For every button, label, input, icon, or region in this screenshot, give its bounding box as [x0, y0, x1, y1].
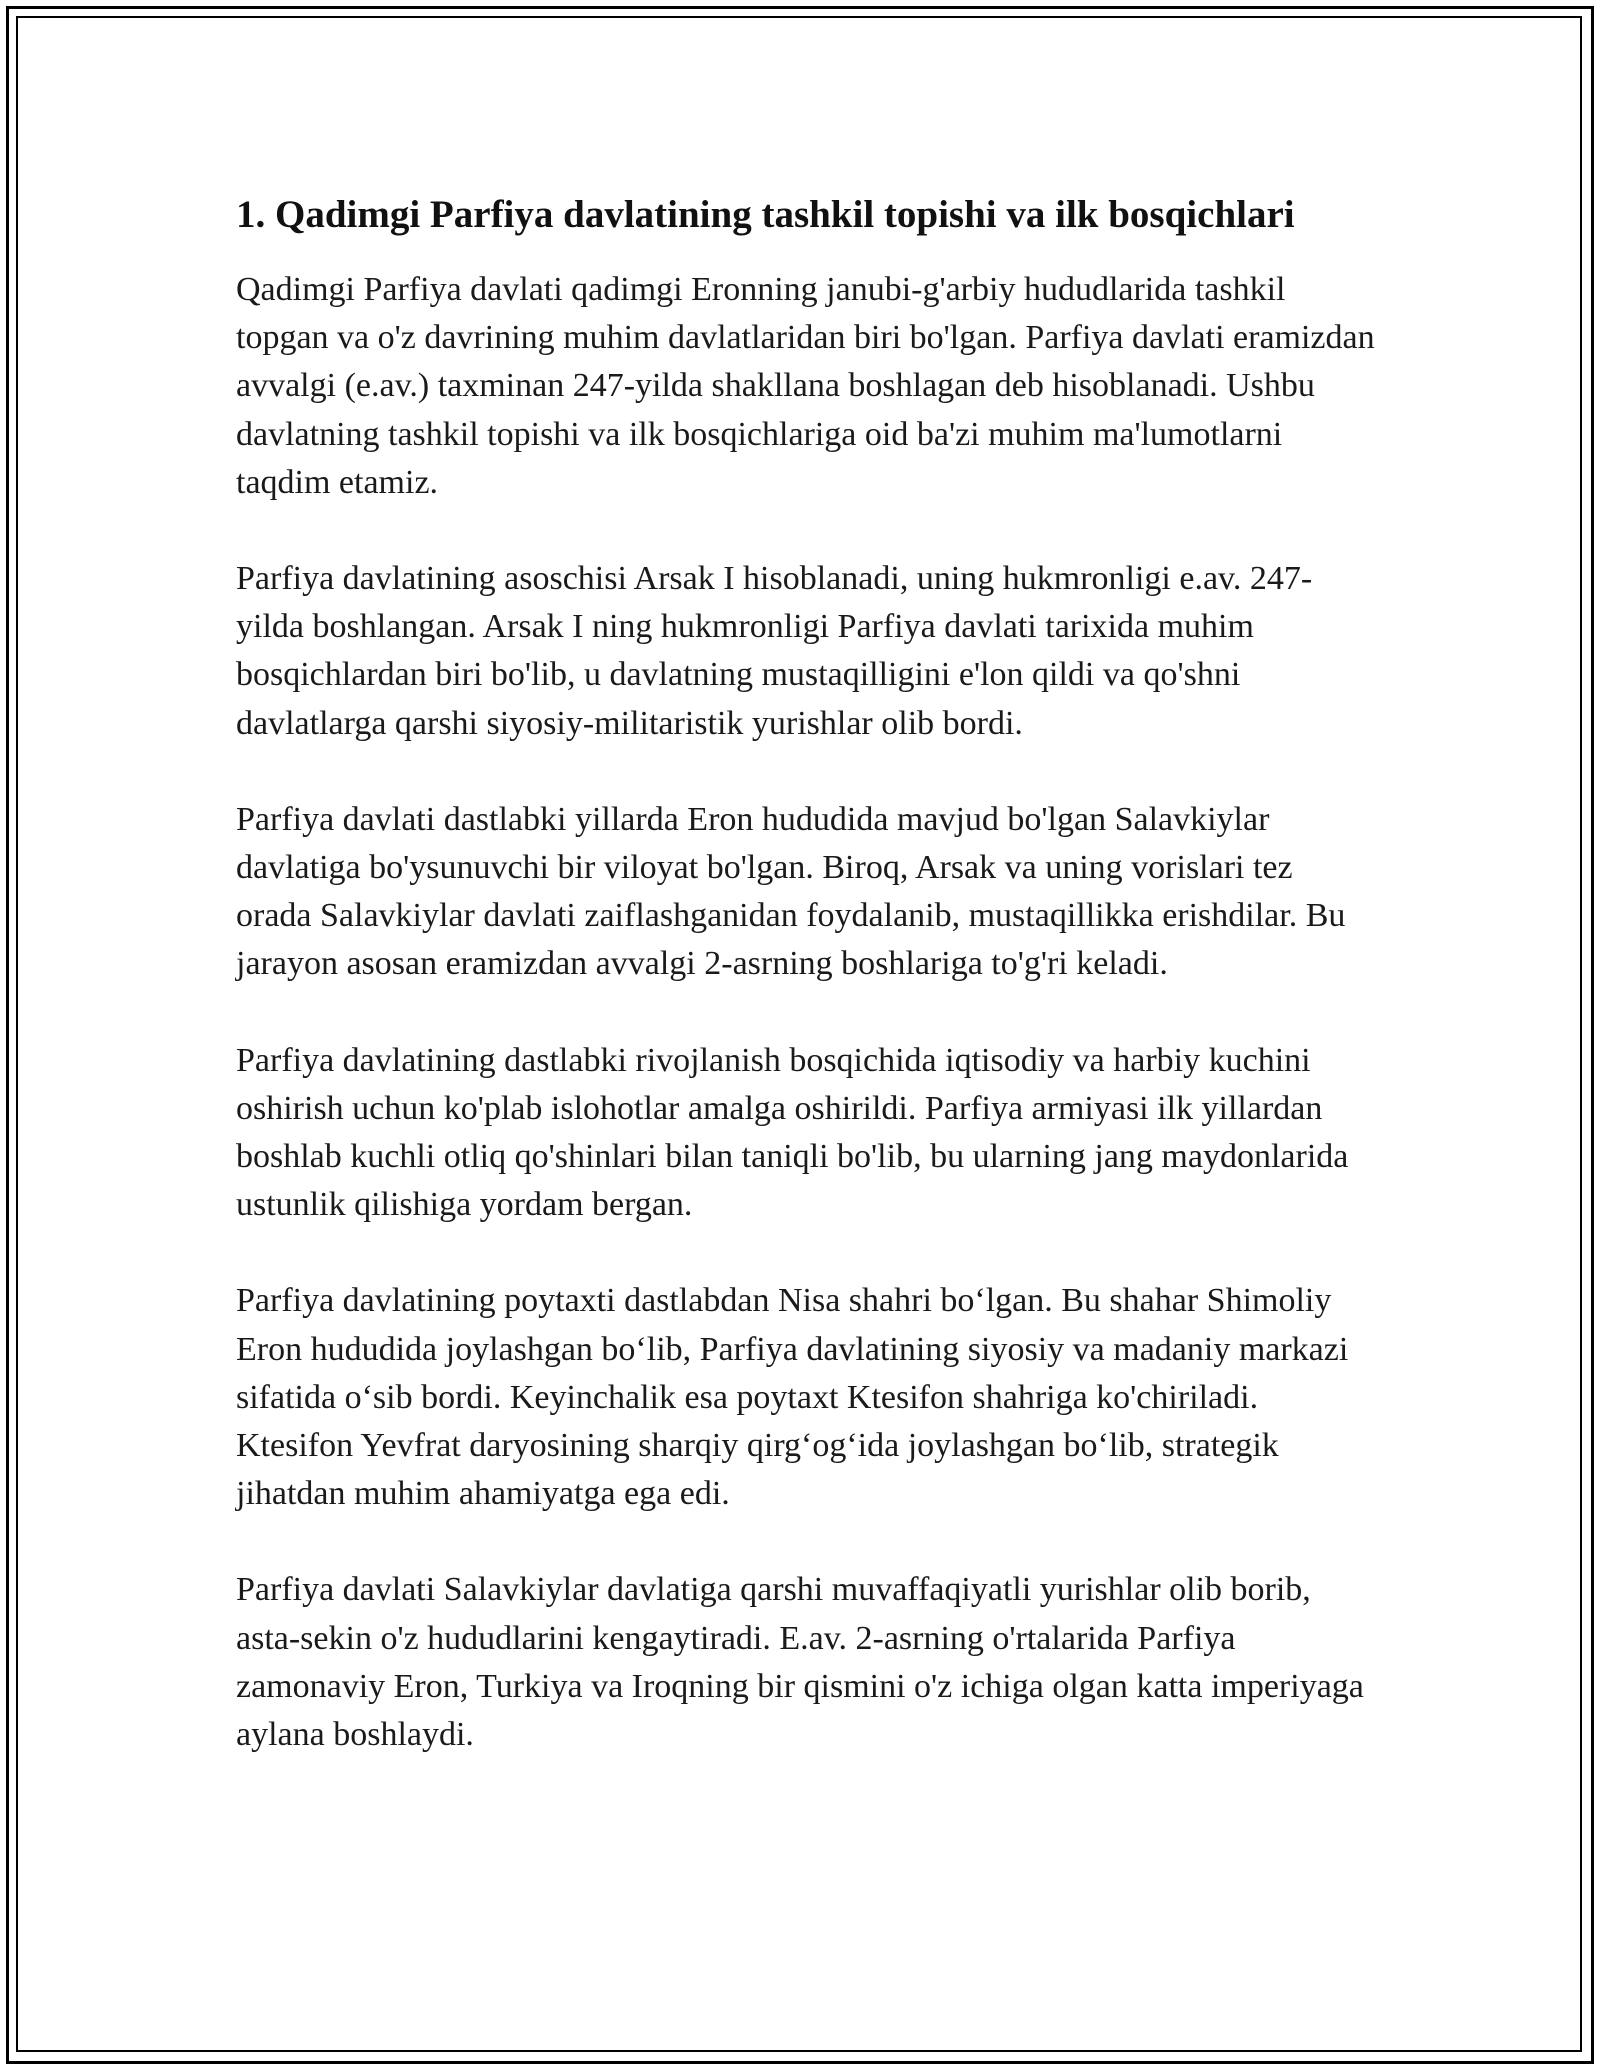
document-body: [236, 190, 1376, 1807]
paragraph-capital: Parfiya davlatining poytaxti dastlabdan Nisa shahri bo‘lgan. Bu shahar Shimoliy Eron hududida joylashgan bo‘lib, Parfiya davlatining siyosiy va madaniy markazi sifatida o‘sib bordi. Keyinchalik esa poytaxt Ktesifon shahriga ko'chiriladi. Ktesifon Yevfrat daryosining sharqiy qirg‘og‘ida joylashgan bo‘lib, strategik jihatdan muhim ahamiyatga ega edi.: [236, 1282, 1349, 1513]
paragraph-founder: Parfiya davlatining asoschisi Arsak I hisoblanadi, uning hukmronligi e.av. 247-yilda boshlangan. Arsak I ning hukmronligi Parfiya davlati tarixida muhim bosqichlardan biri bo'lib, u davlatning mustaqilligini e'lon qildi va qo'shni davlatlarga qarshi siyosiy-militaristik yurishlar olib bordi.: [236, 560, 1313, 742]
paragraph-independence: Parfiya davlati dastlabki yillarda Eron hududida mavjud bo'lgan Salavkiylar davlatiga bo'ysunuvchi bir viloyat bo'lgan. Biroq, Arsak va uning vorislari tez orada Salavkiylar davlati zaiflashganidan foydalanib, mustaqillikka erishdilar. Bu jarayon asosan eramizdan avvalgi 2-asrning boshlariga to'g'ri keladi.: [236, 800, 1346, 983]
paragraph-intro: Qadimgi Parfiya davlati qadimgi Eronning janubi-g'arbiy hududlarida tashkil topgan va o'z davrining muhim davlatlaridan biri bo'lgan. Parfiya davlati eramizdan avvalgi (e.av.) taxminan 247-yilda shakllana boshlagan deb hisoblanadi. Ushbu davlatning tashkil topishi va ilk bosqichlariga oid ba'zi muhim ma'lumotlarni taqdim etamiz.: [236, 271, 1375, 501]
paragraph-expansion: Parfiya davlati Salavkiylar davlatiga qarshi muvaffaqiyatli yurishlar olib borib, asta-sekin o'z hududlarini kengaytiradi. E.av. 2-asrning o'rtalarida Parfiya zamonaviy Eron, Turkiya va Iroqning bir qismini o'z ichiga olgan katta imperiyaga aylana boshlaydi.: [236, 1571, 1364, 1754]
paragraph-reforms: Parfiya davlatining dastlabki rivojlanish bosqichida iqtisodiy va harbiy kuchini oshirish uchun ko'plab islohotlar amalga oshirildi. Parfiya armiyasi ilk yillardan boshlab kuchli otliq qo'shinlari bilan taniqli bo'lib, bu ularning jang maydonlarida ustunlik qilishiga yordam bergan.: [236, 1041, 1349, 1224]
section-heading: 1. Qadimgi Parfiya davlatining tashkil topishi va ilk bosqichlari: [236, 193, 1295, 236]
